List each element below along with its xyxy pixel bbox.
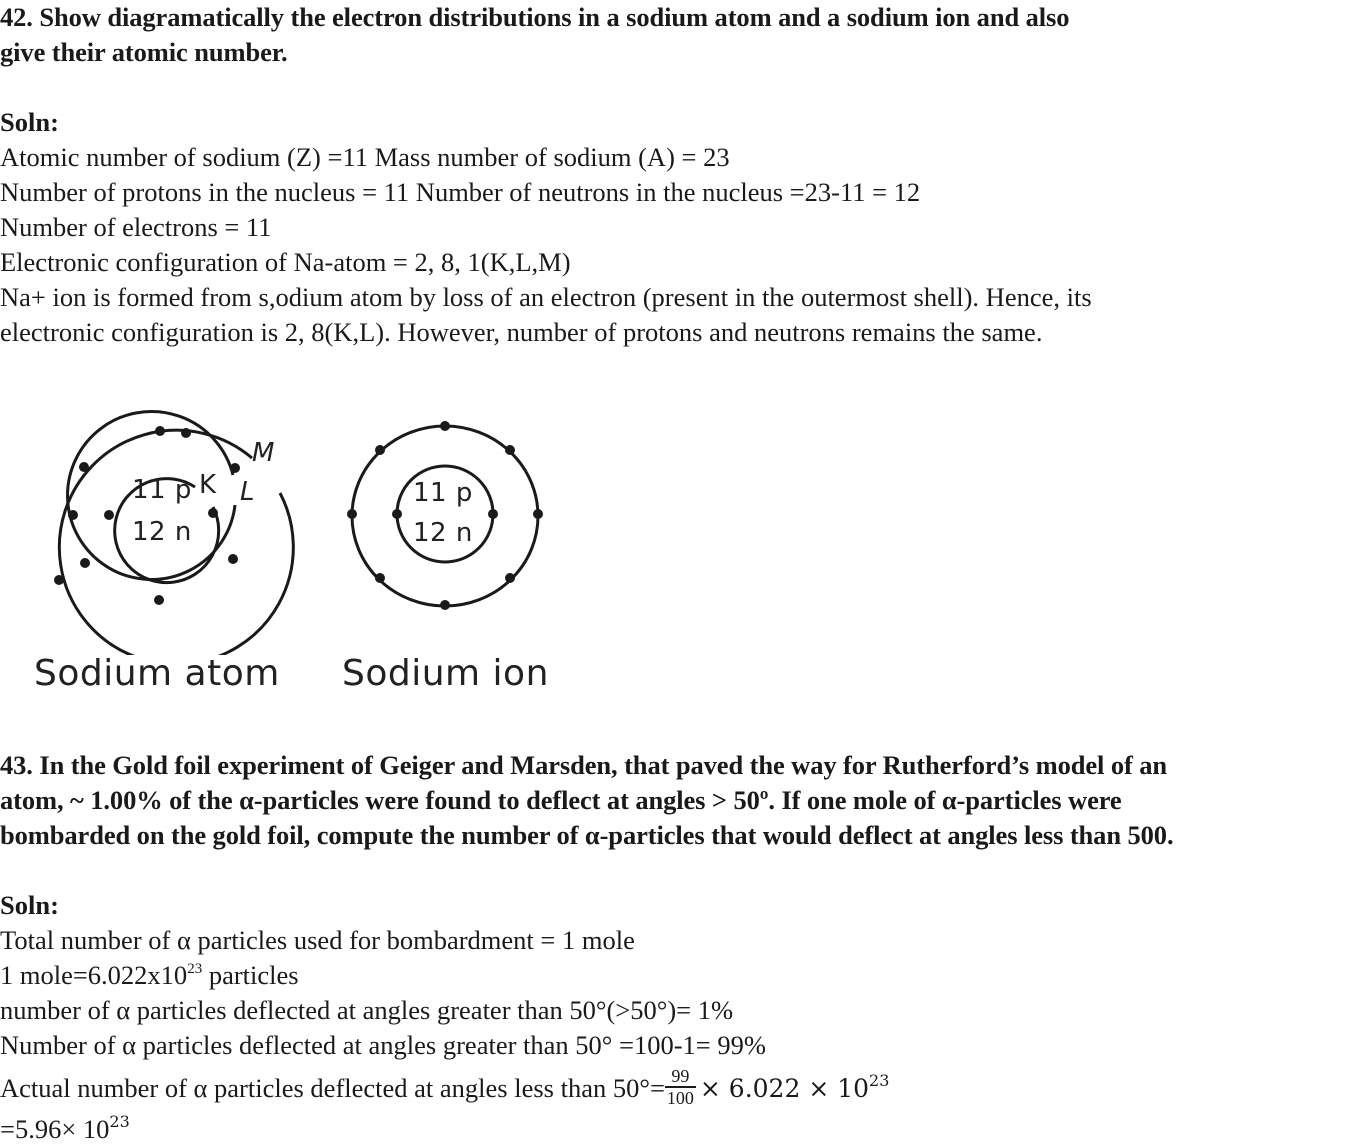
sodium-ion-label: Sodium ion (342, 653, 549, 694)
question-43-title-line1: 43. In the Gold foil experiment of Geiger and Marsden, that paved the way for Rutherford’s model of an (0, 750, 1168, 780)
shell-label-l: L (240, 477, 255, 507)
q43-line-total: Total number of α particles used for bombardment = 1 mole (0, 925, 635, 955)
q43-line-remaining: Number of α particles deflected at angles greater than 50° =100-1= 99% (0, 1030, 766, 1060)
ion-nucleus-neutrons: 12 n (413, 518, 473, 548)
q43-line-mole (0, 958, 299, 993)
question-42-soln-label: Soln: (0, 107, 59, 137)
fraction-numerator: 99 (665, 1066, 696, 1088)
q43-line-actual-text: Actual number of α particles deflected at angles less than 50°= (0, 1073, 665, 1104)
shell-label-k: K (199, 470, 217, 500)
electron-dots (347, 421, 543, 610)
atom-nucleus-protons: 11 p (132, 475, 192, 505)
question-43-title-line3: bombarded on the gold foil, compute the number of α-particles that would deflect at angles less than 500. (0, 820, 1174, 850)
q43-line-actual (0, 1066, 890, 1112)
q43-line-result (0, 1112, 130, 1147)
q42-line-ion-configuration: electronic configuration is 2, 8(K,L). However, number of protons and neutrons remains the same. (0, 317, 1043, 347)
q42-line-protons-neutrons: Number of protons in the nucleus = 11 Number of neutrons in the nucleus =23-11 = 12 (0, 177, 921, 207)
q42-line-atomic-number: Atomic number of sodium (Z) =11 Mass number of sodium (A) = 23 (0, 142, 730, 172)
question-43-title-line2: atom, ~ 1.00% of the α-particles were found to deflect at angles > 50º. If one mole of α-particles were (0, 785, 1122, 815)
sodium-atom-label: Sodium atom (34, 653, 280, 694)
question-43-soln-label: Soln: (0, 890, 59, 920)
question-42-title-line1: 42. Show diagramatically the electron distributions in a sodium atom and a sodium ion and also (0, 2, 1070, 32)
q42-line-configuration: Electronic configuration of Na-atom = 2, 8, 1(K,L,M) (0, 247, 571, 277)
q43-line-actual-exponent: 23 (869, 1071, 890, 1091)
q42-line-ion-formation: Na+ ion is formed from s,odium atom by loss of an electron (present in the outermost shell). Hence, its (0, 282, 1092, 312)
q43-line-mole-exponent: 23 (187, 961, 203, 977)
fraction (665, 1066, 696, 1108)
q43-line-result-text: =5.96× 10 (0, 1114, 110, 1144)
fraction-denominator: 100 (666, 1088, 694, 1108)
q43-line-actual-math: × 6.022 × 10 (699, 1074, 870, 1104)
q42-line-electrons: Number of electrons = 11 (0, 212, 272, 242)
atom-nucleus-neutrons: 12 n (132, 517, 192, 547)
q43-line-mole-text: 1 mole=6.022x10 (0, 960, 188, 990)
q43-line-greater: number of α particles deflected at angles greater than 50°(>50°)= 1% (0, 995, 734, 1025)
shell-label-m: M (252, 438, 275, 468)
question-42-title-line2: give their atomic number. (0, 37, 288, 67)
q43-line-result-exponent: 23 (109, 1112, 130, 1131)
q43-line-mole-suffix: particles (202, 960, 299, 990)
ion-nucleus-protons: 11 p (413, 478, 473, 508)
